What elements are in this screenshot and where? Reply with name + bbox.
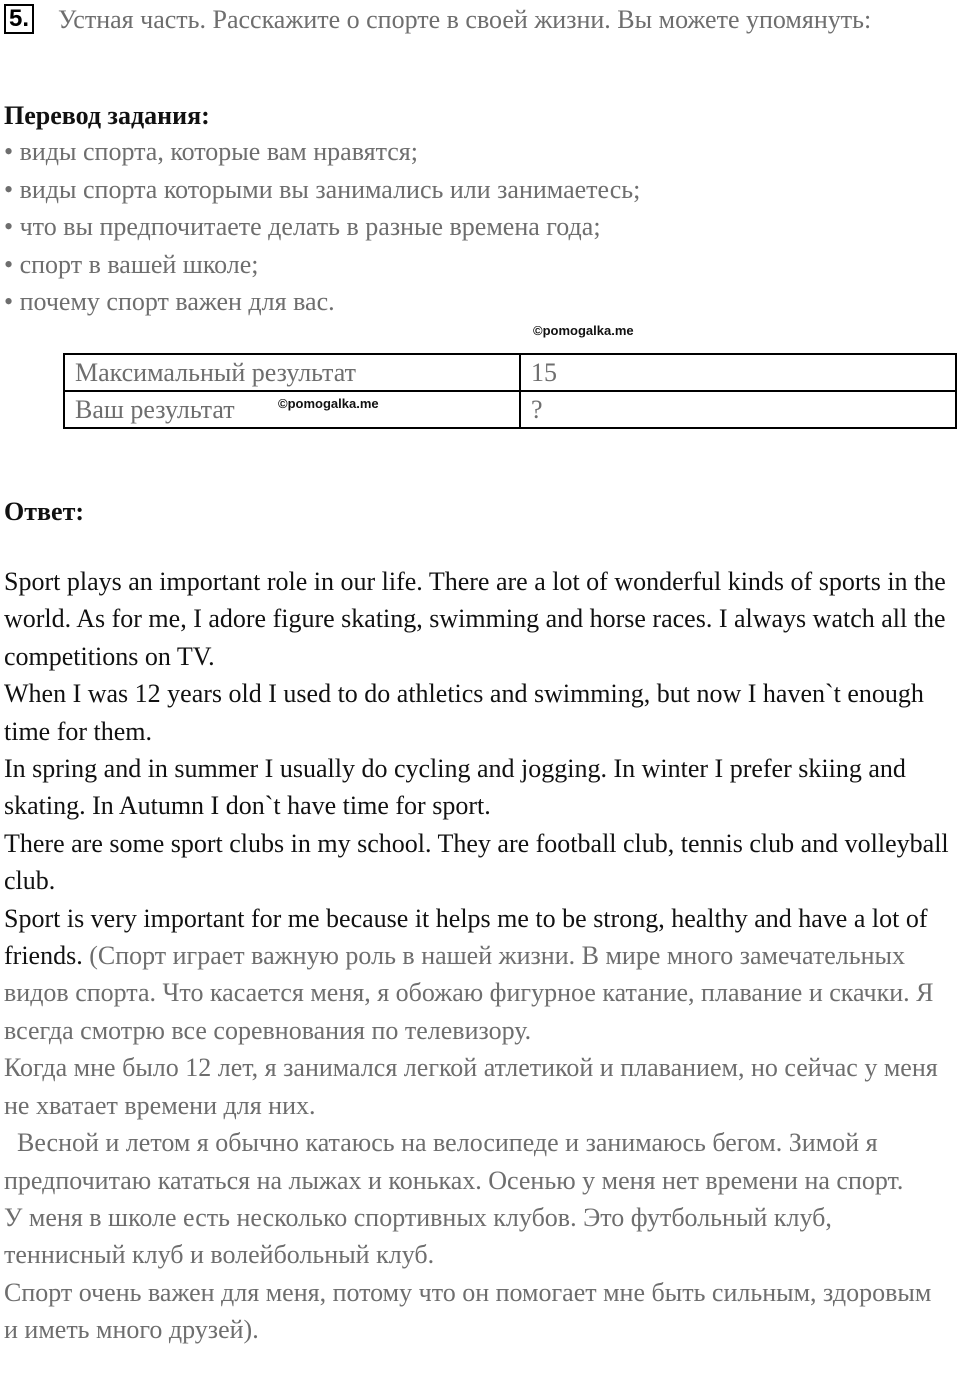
your-score-label: Ваш результат [64,391,520,428]
answer-paragraph-ru: Весной и летом я обычно катаюсь на велосипеде и занимаюсь бегом. Зимой я предпочитаю кататься на лыжах и коньках. Осенью у меня нет времени на спорт. [4,1128,904,1195]
answer-paragraph-ru: Спорт очень важен для меня, потому что он помогает мне быть сильным, здоровым и иметь много друзей). [4,1277,932,1345]
answer-paragraph-en: In spring and in summer I usually do cycling and jogging. In winter I prefer skiing and skating. In Autumn I don`t have time for sport. [4,754,906,821]
bullet-item: • спорт в вашей школе; [4,249,259,279]
max-score-label: Максимальный результат [64,354,520,391]
table-row [64,391,956,428]
answer-sentence-en: Sport is very important for me because it helps me to be strong, healthy and have a lot of friends. [4,903,928,971]
translation-bullet-list [4,133,640,321]
bullet-item: • виды спорта которыми вы занимались или занимаетесь; [4,174,641,204]
table-row [64,354,956,391]
answer-paragraph-ru: У меня в школе есть несколько спортивных клубов. Это футбольный клуб, теннисный клуб и волейбольный клуб. [4,1202,832,1270]
bullet-item: • почему спорт важен для вас. [4,287,335,316]
task-number-badge: 5. [4,4,34,34]
bullet-item: • что вы предпочитаете делать в разные времена года; [4,212,601,241]
bullet-item: • виды спорта, которые вам нравятся; [4,137,418,166]
answer-paragraph-en: When I was 12 years old I used to do athletics and swimming, but now I haven`t enough time for them. [4,679,924,746]
answer-heading: Ответ: [4,497,85,526]
max-score-value: 15 [520,354,956,391]
watermark: ©pomogalka.me [533,323,634,338]
answer-paragraph-en: Sport plays an important role in our life. There are a lot of wonderful kinds of sports in the world. As for me, I adore figure skating, swimming and horse races. I always watch all the competitions on TV. [4,567,946,671]
your-score-value: ? [520,391,956,428]
answer-paragraph-en: There are some sport clubs in my school. They are football club, tennis club and volleyball club. [4,828,949,896]
answer-sentence-ru: (Спорт играет важную роль в нашей жизни. В мире много замечательных видов спорта. Что касается меня, я обожаю фигурное катание, плавание и скачки. Я всегда смотрю все соревнования по телевизору. [4,941,934,1045]
answer-text [4,563,950,1349]
translation-heading: Перевод задания: [4,101,210,130]
task-statement [4,4,944,36]
watermark: ©pomogalka.me [278,396,379,411]
answer-paragraph-mixed [4,900,950,1050]
task-text: Устная часть. Расскажите о спорте в своей жизни. Вы можете упомянуть: [58,5,872,34]
score-table [63,353,957,429]
answer-paragraph-ru: Когда мне было 12 лет, я занимался легкой атлетикой и плаванием, но сейчас у меня не хватает времени для них. [4,1053,938,1120]
